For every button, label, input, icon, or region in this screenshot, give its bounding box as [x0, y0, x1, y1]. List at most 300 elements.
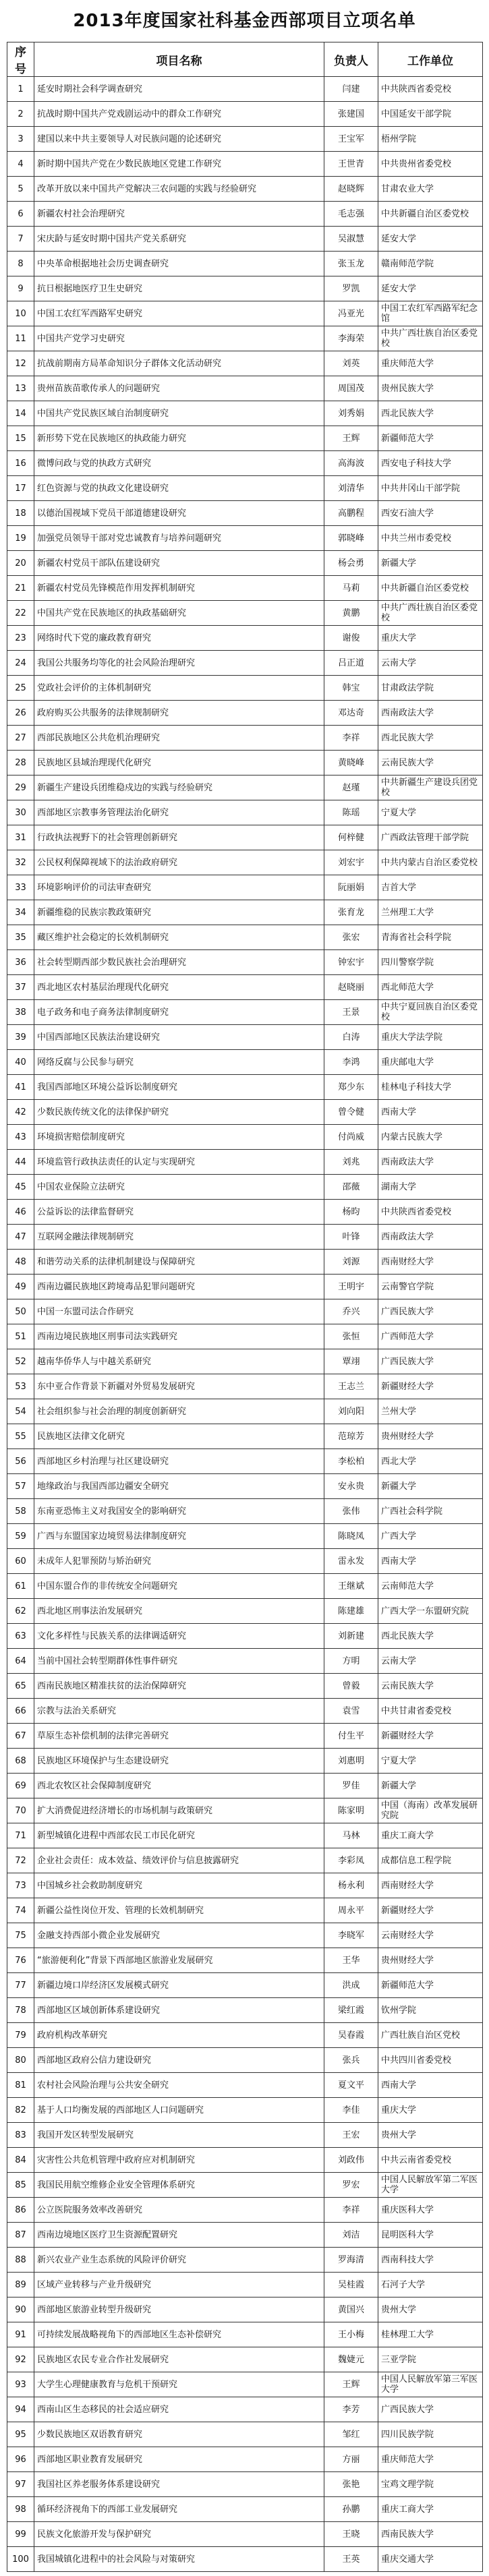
table-row	[7, 2347, 483, 2372]
row-institution: 四川警察学院	[378, 950, 483, 975]
row-project-name: 少数民族传统文化的法律保护研究	[34, 1100, 324, 1125]
row-project-name: 社会转型期西部少数民族社会治理研究	[34, 950, 324, 975]
row-institution: 广西大学一东盟研究院	[378, 1599, 483, 1624]
table-row	[7, 2273, 483, 2297]
row-project-name: 中国共产党在民族地区的执政基础研究	[34, 601, 324, 626]
table-row	[7, 1823, 483, 1848]
table-row	[7, 1050, 483, 1075]
row-institution: 新疆大学	[378, 1774, 483, 1798]
row-leader: 付尚威	[324, 1125, 378, 1150]
row-institution: 贵州大学	[378, 2123, 483, 2148]
row-project-name: 少数民族地区双语教育研究	[34, 2422, 324, 2447]
row-institution: 延安大学	[378, 276, 483, 301]
table-row	[7, 1624, 483, 1649]
row-institution: 湖南大学	[378, 1175, 483, 1200]
table-row	[7, 401, 483, 426]
row-project-name: 西南民族地区精准扶贫的法治保障研究	[34, 1674, 324, 1699]
row-project-name: 地缘政治与我国西部边疆安全研究	[34, 1474, 324, 1499]
table-row	[7, 1574, 483, 1599]
table-row	[7, 1125, 483, 1150]
row-number: 92	[7, 2347, 34, 2372]
table-row	[7, 825, 483, 850]
table-row	[7, 975, 483, 1000]
row-project-name: 文化多样性与民族关系的法律调适研究	[34, 1624, 324, 1649]
table-row	[7, 1275, 483, 1299]
row-number: 94	[7, 2397, 34, 2422]
table-row	[7, 1424, 483, 1449]
row-institution: 西南科技大学	[378, 2248, 483, 2273]
row-number: 19	[7, 526, 34, 551]
row-institution: 桂林电子科技大学	[378, 1075, 483, 1100]
row-leader: 冯亚光	[324, 301, 378, 326]
row-project-name: 微博问政与党的执政方式研究	[34, 451, 324, 476]
row-project-name: 新疆边境口岸经济区发展模式研究	[34, 1973, 324, 1998]
row-number: 77	[7, 1973, 34, 1998]
row-leader: 李松柏	[324, 1449, 378, 1474]
row-project-name: 西部民族地区公共危机治理研究	[34, 726, 324, 751]
row-leader: 王志兰	[324, 1374, 378, 1399]
row-institution: 内蒙古民族大学	[378, 1125, 483, 1150]
row-leader: 高鹏程	[324, 501, 378, 526]
table-row	[7, 2547, 483, 2572]
row-leader: 罗海清	[324, 2248, 378, 2273]
row-leader: 刘兆	[324, 1150, 378, 1175]
row-leader: 范琼芳	[324, 1424, 378, 1449]
row-leader: 洪成	[324, 1973, 378, 1998]
table-row	[7, 576, 483, 601]
table-row	[7, 2497, 483, 2522]
row-institution: 中共甘肃省委党校	[378, 1699, 483, 1724]
row-institution: 西南财经大学	[378, 1873, 483, 1898]
row-leader: 叶锋	[324, 1225, 378, 1250]
row-number: 16	[7, 451, 34, 476]
row-project-name: 西部地区职业教育发展研究	[34, 2447, 324, 2472]
row-project-name: 区域产业转移与产业升级研究	[34, 2273, 324, 2297]
table-row	[7, 1948, 483, 1973]
row-institution: 成都信息工程学院	[378, 1848, 483, 1873]
row-number: 75	[7, 1923, 34, 1948]
row-institution: 西北大学	[378, 1449, 483, 1474]
row-institution: 中共兰州市委党校	[378, 526, 483, 551]
row-number: 69	[7, 1774, 34, 1798]
row-number: 65	[7, 1674, 34, 1699]
table-row	[7, 227, 483, 252]
row-institution: 中共陕西省委党校	[378, 77, 483, 102]
table-row	[7, 376, 483, 401]
row-leader: 陈晓凤	[324, 1524, 378, 1549]
row-project-name: 中国共产党民族区域自治制度研究	[34, 401, 324, 426]
row-number: 34	[7, 900, 34, 925]
row-institution: 中共宁夏回族自治区委党校	[378, 1000, 483, 1025]
row-project-name: 西南边境民族地区刑事司法实践研究	[34, 1324, 324, 1349]
table-row	[7, 501, 483, 526]
row-leader: 黄晓峰	[324, 751, 378, 775]
table-row	[7, 276, 483, 301]
row-leader: 张恒	[324, 1324, 378, 1349]
table-row	[7, 2198, 483, 2223]
row-number: 30	[7, 800, 34, 825]
table-row	[7, 2447, 483, 2472]
table-row	[7, 1599, 483, 1624]
row-project-name: 新形势下党在民族地区的执政能力研究	[34, 426, 324, 451]
row-project-name: 企业社会责任：成本效益、绩效评价与信息披露研究	[34, 1848, 324, 1873]
row-leader: 刘源	[324, 1250, 378, 1275]
row-leader: 李芳	[324, 2397, 378, 2422]
row-number: 50	[7, 1299, 34, 1324]
table-row	[7, 1923, 483, 1948]
row-institution: 中共贵州省委党校	[378, 152, 483, 177]
row-project-name: 民族地区环境保护与生态建设研究	[34, 1749, 324, 1774]
table-row	[7, 351, 483, 376]
table-row	[7, 1449, 483, 1474]
row-project-name: 中国西部地区民族法治建设研究	[34, 1025, 324, 1050]
row-leader: 王小梅	[324, 2322, 378, 2347]
row-institution: 重庆工商大学	[378, 2497, 483, 2522]
row-project-name: 中国一东盟司法合作研究	[34, 1299, 324, 1324]
table-row	[7, 900, 483, 925]
row-leader: 刘洁	[324, 2223, 378, 2248]
row-leader: 杨永利	[324, 1873, 378, 1898]
row-project-name: 新疆维稳的民族宗教政策研究	[34, 900, 324, 925]
table-row	[7, 751, 483, 775]
row-number: 37	[7, 975, 34, 1000]
table-row	[7, 2223, 483, 2248]
row-institution: 西安石油大学	[378, 501, 483, 526]
row-project-name: 大学生心理健康教育与危机干预研究	[34, 2372, 324, 2397]
table-row	[7, 2297, 483, 2322]
row-number: 18	[7, 501, 34, 526]
row-number: 58	[7, 1499, 34, 1524]
row-project-name: 公立医院服务效率改善研究	[34, 2198, 324, 2223]
row-project-name: 建国以来中共主要领导人对民族问题的论述研究	[34, 127, 324, 152]
row-leader: 闫建	[324, 77, 378, 102]
row-institution: 西北民族大学	[378, 401, 483, 426]
table-row	[7, 1299, 483, 1324]
row-leader: 王辉	[324, 426, 378, 451]
row-number: 24	[7, 651, 34, 676]
row-leader: 安永贵	[324, 1474, 378, 1499]
row-institution: 甘肃政法学院	[378, 676, 483, 701]
row-project-name: 宗教与法治关系研究	[34, 1699, 324, 1724]
row-number: 67	[7, 1724, 34, 1749]
row-institution: 甘肃农业大学	[378, 177, 483, 202]
row-leader: 覃翊	[324, 1349, 378, 1374]
row-leader: 杨会勇	[324, 551, 378, 576]
row-number: 6	[7, 202, 34, 227]
row-number: 55	[7, 1424, 34, 1449]
row-number: 53	[7, 1374, 34, 1399]
row-project-name: 越南华侨华人与中越关系研究	[34, 1349, 324, 1374]
row-number: 25	[7, 676, 34, 701]
row-project-name: 民族文化旅游开发与保护研究	[34, 2522, 324, 2547]
table-row	[7, 1998, 483, 2023]
row-institution: 梧州学院	[378, 127, 483, 152]
row-number: 78	[7, 1998, 34, 2023]
row-number: 98	[7, 2497, 34, 2522]
row-project-name: 公民权利保障视域下的法治政府研究	[34, 850, 324, 875]
row-institution: 兰州理工大学	[378, 900, 483, 925]
row-number: 13	[7, 376, 34, 401]
row-leader: 吴淑慧	[324, 227, 378, 252]
table-row	[7, 1848, 483, 1873]
row-leader: 王英	[324, 2547, 378, 2572]
row-leader: 邓达奇	[324, 701, 378, 726]
row-institution: 中共新疆生产建设兵团党校	[378, 775, 483, 800]
table-row	[7, 1873, 483, 1898]
row-number: 41	[7, 1075, 34, 1100]
row-project-name: 我国开发区转型发展研究	[34, 2123, 324, 2148]
table-row	[7, 1699, 483, 1724]
row-project-name: 民族地区县域治理现代化研究	[34, 751, 324, 775]
row-project-name: 新疆农村党员干部队伍建设研究	[34, 551, 324, 576]
row-institution: 中共广西壮族自治区委党校	[378, 601, 483, 626]
row-number: 32	[7, 850, 34, 875]
row-institution: 三亚学院	[378, 2347, 483, 2372]
table-row	[7, 551, 483, 576]
row-institution: 云南师范大学	[378, 1574, 483, 1599]
table-body	[7, 77, 483, 2572]
row-project-name: 我国公共服务均等化的社会风险治理研究	[34, 651, 324, 676]
table-row	[7, 2397, 483, 2422]
row-number: 4	[7, 152, 34, 177]
row-institution: 石河子大学	[378, 2273, 483, 2297]
row-leader: 赵晓辉	[324, 177, 378, 202]
row-institution: 中共内蒙古自治区委党校	[378, 850, 483, 875]
row-project-name: 西部地区乡村治理与社区建设研究	[34, 1449, 324, 1474]
row-institution: 中国工农红军西路军纪念馆	[378, 301, 483, 326]
row-number: 56	[7, 1449, 34, 1474]
row-number: 46	[7, 1200, 34, 1225]
row-project-name: 延安时期社会科学调查研究	[34, 77, 324, 102]
row-institution: 重庆大学	[378, 2098, 483, 2123]
row-institution: 西南政法大学	[378, 701, 483, 726]
row-institution: 西安电子科技大学	[378, 451, 483, 476]
row-leader: 袁雪	[324, 1699, 378, 1724]
row-number: 2	[7, 102, 34, 127]
row-leader: 张艳	[324, 2472, 378, 2497]
row-institution: 新疆师范大学	[378, 1973, 483, 1998]
row-leader: 李鸿	[324, 1050, 378, 1075]
row-number: 81	[7, 2073, 34, 2098]
row-institution: 西北民族大学	[378, 1624, 483, 1649]
row-leader: 王景	[324, 1000, 378, 1025]
row-number: 66	[7, 1699, 34, 1724]
row-number: 26	[7, 701, 34, 726]
row-project-name: 和谐劳动关系的法律机制建设与保障研究	[34, 1250, 324, 1275]
row-project-name: 灾害性公共危机管理中政府应对机制研究	[34, 2148, 324, 2173]
row-project-name: 我国民用航空维修企业安全管理体系研究	[34, 2173, 324, 2198]
table-row	[7, 1898, 483, 1923]
row-number: 86	[7, 2198, 34, 2223]
row-leader: 雷永发	[324, 1549, 378, 1574]
row-number: 21	[7, 576, 34, 601]
header-institution: 工作单位	[378, 42, 483, 77]
row-number: 9	[7, 276, 34, 301]
row-project-name: 西南山区生态移民的社会适应研究	[34, 2397, 324, 2422]
row-leader: 刘惠明	[324, 1749, 378, 1774]
table-row	[7, 2248, 483, 2273]
row-project-name: 环境影响评价的司法审查研究	[34, 875, 324, 900]
row-institution: 宝鸡文理学院	[378, 2472, 483, 2497]
row-number: 31	[7, 825, 34, 850]
row-leader: 罗宏	[324, 2173, 378, 2198]
row-number: 73	[7, 1873, 34, 1898]
row-leader: 李彩凤	[324, 1848, 378, 1873]
table-row	[7, 1474, 483, 1499]
row-institution: 中共广西壮族自治区委党校	[378, 326, 483, 351]
row-number: 28	[7, 751, 34, 775]
row-leader: 白涛	[324, 1025, 378, 1050]
row-project-name: 新疆农村社会治理研究	[34, 202, 324, 227]
row-institution: 广西大学	[378, 1524, 483, 1549]
row-institution: 西南大学	[378, 2073, 483, 2098]
row-project-name: 扩大消费促进经济增长的市场机制与政策研究	[34, 1798, 324, 1823]
row-number: 99	[7, 2522, 34, 2547]
table-row	[7, 2173, 483, 2198]
table-row	[7, 1150, 483, 1175]
row-number: 10	[7, 301, 34, 326]
table-row	[7, 1075, 483, 1100]
row-institution: 赣南师范学院	[378, 252, 483, 276]
row-institution: 吉首大学	[378, 875, 483, 900]
row-number: 90	[7, 2297, 34, 2322]
table-row	[7, 2522, 483, 2547]
row-number: 82	[7, 2098, 34, 2123]
header-leader: 负责人	[324, 42, 378, 77]
row-institution: 云南大学	[378, 1649, 483, 1674]
row-project-name: 基于人口均衡发展的西部地区人口问题研究	[34, 2098, 324, 2123]
row-leader: 吕正道	[324, 651, 378, 676]
row-institution: 新疆大学	[378, 551, 483, 576]
row-number: 17	[7, 476, 34, 501]
row-number: 84	[7, 2148, 34, 2173]
row-project-name: 党政社会评价的主体机制研究	[34, 676, 324, 701]
row-leader: 梁红霞	[324, 1998, 378, 2023]
table-row	[7, 875, 483, 900]
table-row	[7, 1399, 483, 1424]
row-leader: 曾毅	[324, 1674, 378, 1699]
row-project-name: 东中亚合作背景下新疆对外贸易发展研究	[34, 1374, 324, 1399]
page-title: 2013年度国家社科基金西部项目立项名单	[73, 11, 416, 31]
table-row	[7, 1724, 483, 1749]
row-leader: 王世青	[324, 152, 378, 177]
row-leader: 刘向阳	[324, 1399, 378, 1424]
row-project-name: 藏区维护社会稳定的长效机制研究	[34, 925, 324, 950]
table-row	[7, 77, 483, 102]
row-leader: 刘新建	[324, 1624, 378, 1649]
row-number: 80	[7, 2048, 34, 2073]
row-project-name: 我国社区养老服务体系建设研究	[34, 2472, 324, 2497]
table-row	[7, 526, 483, 551]
row-project-name: 东南亚恐怖主义对我国安全的影响研究	[34, 1499, 324, 1524]
row-leader: 周国茂	[324, 376, 378, 401]
row-project-name: 政府购买公共服务的法律规制研究	[34, 701, 324, 726]
row-institution: 四川民族学院	[378, 2422, 483, 2447]
table-row	[7, 2372, 483, 2397]
table-row	[7, 426, 483, 451]
row-number: 100	[7, 2547, 34, 2572]
row-leader: 王晓	[324, 2522, 378, 2547]
row-number: 22	[7, 601, 34, 626]
row-institution: 延安大学	[378, 227, 483, 252]
row-project-name: 公益诉讼的法律监督研究	[34, 1200, 324, 1225]
row-number: 60	[7, 1549, 34, 1574]
row-leader: 马林	[324, 1823, 378, 1848]
row-number: 5	[7, 177, 34, 202]
row-institution: 广西民族大学	[378, 1299, 483, 1324]
row-institution: 宁夏大学	[378, 800, 483, 825]
row-institution: 重庆大学	[378, 626, 483, 651]
row-number: 72	[7, 1848, 34, 1873]
row-institution: 广西社会科学院	[378, 1499, 483, 1524]
table-row	[7, 1499, 483, 1524]
row-institution: 重庆邮电大学	[378, 1050, 483, 1075]
row-project-name: 中央革命根据地社会历史调查研究	[34, 252, 324, 276]
table-row	[7, 152, 483, 177]
row-project-name: 西部地区政府公信力建设研究	[34, 2048, 324, 2073]
row-project-name: 改革开放以来中国共产党解决三农问题的实践与经验研究	[34, 177, 324, 202]
row-project-name: 我国西部地区环境公益诉讼制度研究	[34, 1075, 324, 1100]
row-institution: 广西师范大学	[378, 1324, 483, 1349]
row-leader: 夏文平	[324, 2073, 378, 2098]
row-institution: 西南大学	[378, 1549, 483, 1574]
table-row	[7, 1524, 483, 1549]
row-number: 14	[7, 401, 34, 426]
row-number: 52	[7, 1349, 34, 1374]
row-leader: 罗凯	[324, 276, 378, 301]
row-project-name: “旅游便利化”背景下西部地区旅游业发展研究	[34, 1948, 324, 1973]
table-row	[7, 2023, 483, 2048]
row-project-name: 中国东盟合作的非传统安全问题研究	[34, 1574, 324, 1599]
row-number: 96	[7, 2447, 34, 2472]
table-row	[7, 925, 483, 950]
row-leader: 刘秀娟	[324, 401, 378, 426]
row-number: 44	[7, 1150, 34, 1175]
row-institution: 贵州财经大学	[378, 1424, 483, 1449]
row-project-name: 新时期中国共产党在少数民族地区党建工作研究	[34, 152, 324, 177]
row-leader: 乔兴	[324, 1299, 378, 1324]
row-institution: 中国人民解放军第二军医大学	[378, 2173, 483, 2198]
table-row	[7, 2073, 483, 2098]
row-leader: 杨昀	[324, 1200, 378, 1225]
row-project-name: 政府机构改革研究	[34, 2023, 324, 2048]
row-number: 54	[7, 1399, 34, 1424]
row-leader: 张育龙	[324, 900, 378, 925]
row-institution: 中国（海南）改革发展研究院	[378, 1798, 483, 1823]
row-number: 45	[7, 1175, 34, 1200]
row-leader: 陈家明	[324, 1798, 378, 1823]
row-project-name: 西部地区旅游业转型升级研究	[34, 2297, 324, 2322]
row-number: 42	[7, 1100, 34, 1125]
row-number: 27	[7, 726, 34, 751]
row-number: 71	[7, 1823, 34, 1848]
row-project-name: 抗战时期中国共产党戏剧运动中的群众工作研究	[34, 102, 324, 127]
table-row	[7, 1649, 483, 1674]
row-number: 47	[7, 1225, 34, 1250]
row-institution: 云南大学	[378, 651, 483, 676]
table-row	[7, 1749, 483, 1774]
table-row	[7, 1973, 483, 1998]
table-row	[7, 102, 483, 127]
row-number: 51	[7, 1324, 34, 1349]
row-institution: 中共井冈山干部学院	[378, 476, 483, 501]
row-leader: 吴桂霞	[324, 2273, 378, 2297]
row-number: 43	[7, 1125, 34, 1150]
row-leader: 马莉	[324, 576, 378, 601]
row-number: 12	[7, 351, 34, 376]
row-project-name: 我国城镇化进程中的社会风险与对策研究	[34, 2547, 324, 2572]
row-number: 93	[7, 2372, 34, 2397]
